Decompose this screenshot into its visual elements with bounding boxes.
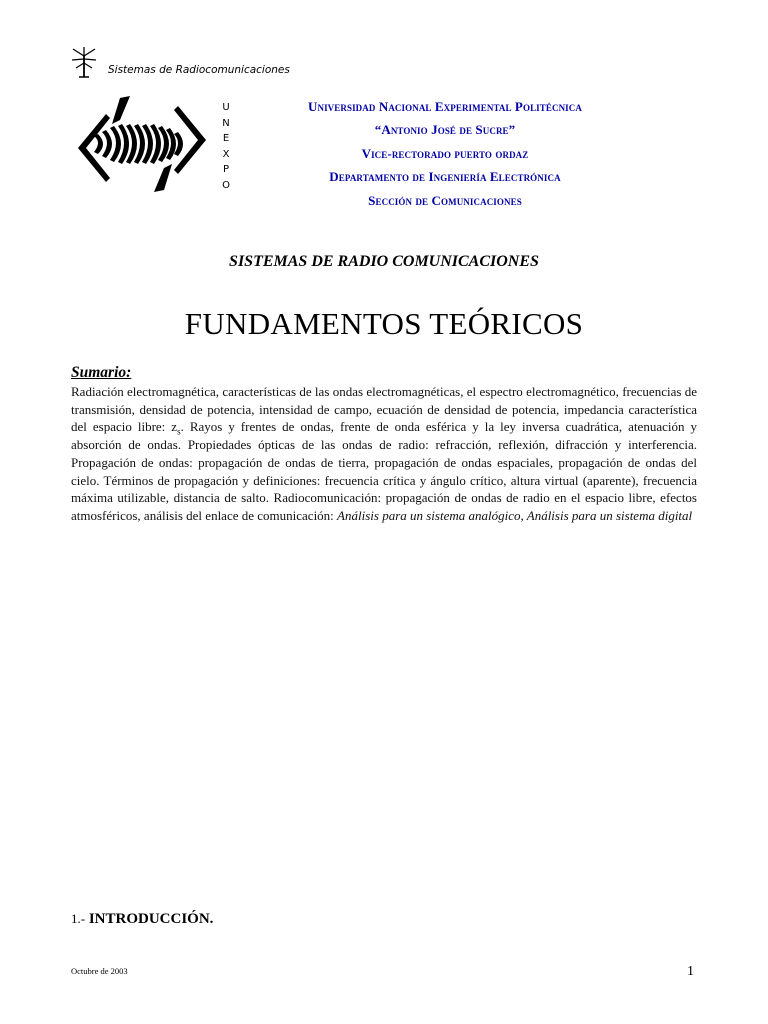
impedance-symbol-base: z (171, 419, 178, 435)
running-header: Sistemas de Radiocomunicaciones (108, 64, 290, 76)
summary-text-italic: Análisis para un sistema analógico, Análisis para un sistema digital (337, 507, 693, 523)
acronym-letter: N (222, 117, 230, 129)
acronym-letter: O (222, 179, 230, 191)
summary-text-start: Radiación electromagnética, características de las ondas electromagnéticas, el espectro electromagnético, frecuencias de transmisión, densidad de potencia, intensidad de campo, ecuación de densidad de potencia, impedancia característica del espacio libre: (71, 384, 697, 435)
summary-text-middle: . Rayos y frentes de ondas, frente de onda esférica y la ley inversa cuadrática, atenuación y absorción de ondas. Propiedades ópticas de las ondas de radio: refracción, reflexión, difracción y interferencia. Propagación de ondas: propagación de ondas de tierra, propagación de ondas espaciales, propagación de ondas del cielo. Términos de propagación y definiciones: frecuencia crítica y ángulo crítico, altura virtual (aparente), frecuencia máxima utilizable, distancia de salto. Radiocomunicación: propagación de ondas de radio en el espacio libre, efectos atmosféricos, análisis del enlace de comunicación: (71, 419, 697, 523)
document-title: FUNDAMENTOS TEÓRICOS (184, 306, 584, 341)
acronym-letter: U (222, 102, 230, 113)
footer-date: Octubre de 2003 (71, 966, 128, 976)
impedance-symbol (171, 419, 181, 437)
acronym-letter: E (222, 133, 230, 144)
course-title: SISTEMAS DE RADIO COMUNICACIONES (229, 253, 539, 270)
section-title: INTRODUCCIÓN. (88, 911, 214, 927)
university-name: Universidad Nacional Experimental Politécnica (307, 99, 582, 114)
summary-body (71, 383, 697, 525)
page-number: 1 (687, 964, 694, 979)
section-number: 1.- (71, 911, 86, 926)
acronym-vertical (219, 100, 233, 193)
acronym-letter: X (222, 148, 230, 160)
institution-block (240, 95, 650, 212)
antenna-icon (70, 46, 98, 78)
section-name: Sección de Comunicaciones (368, 192, 522, 208)
vice-rectorate: Vice-rectorado puerto ordaz (361, 145, 529, 161)
section-heading (71, 911, 213, 928)
department-name: Departamento de Ingeniería Electrónica (329, 169, 561, 185)
impedance-symbol-subscript: s (177, 427, 181, 437)
acronym-letter: P (222, 164, 230, 175)
university-patron: “Antonio José de Sucre” (374, 122, 516, 138)
summary-heading: Sumario: (71, 364, 132, 381)
unexpo-logo (72, 96, 212, 192)
